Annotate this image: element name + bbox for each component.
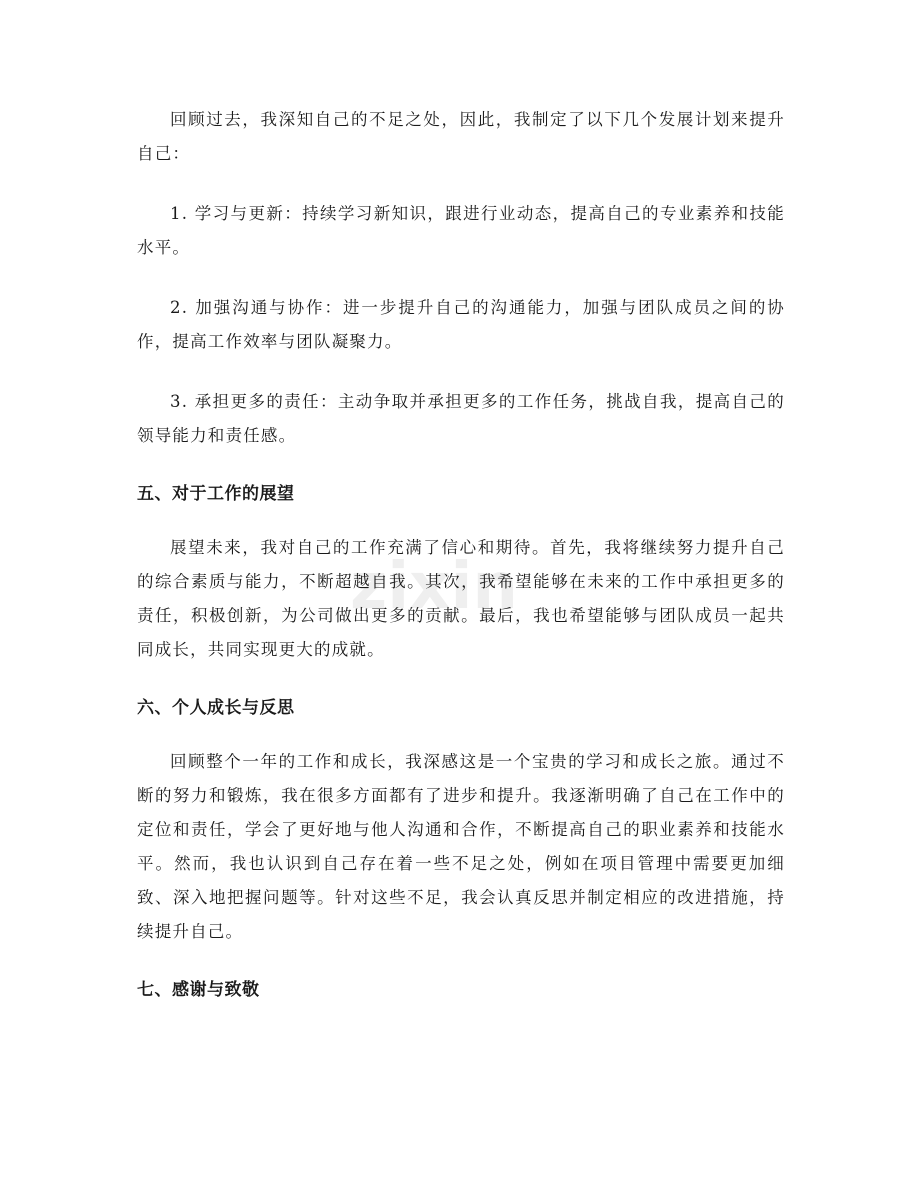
section-6-heading: 六、个人成长与反思 xyxy=(137,698,295,718)
plan-item-2: 2. 加强沟通与协作：进一步提升自己的沟通能力，加强与团队成员之间的协作，提高工作效率与团队凝聚力。 xyxy=(137,298,785,351)
section-7-heading: 七、感谢与致敬 xyxy=(137,980,260,1000)
section-5-heading: 五、对于工作的展望 xyxy=(137,484,295,504)
section-5-paragraph: 展望未来，我对自己的工作充满了信心和期待。首先，我将继续努力提升自己的综合素质与能力，不断超越自我。其次，我希望能够在未来的工作中承担更多的责任，积极创新，为公司做出更多的贡献。最后，我也希望能够与团队成员一起共同成长，共同实现更大的成就。 xyxy=(137,538,785,659)
plan-item-1: 1. 学习与更新：持续学习新知识，跟进行业动态，提高自己的专业素养和技能水平。 xyxy=(137,204,785,257)
intro-paragraph: 回顾过去，我深知自己的不足之处，因此，我制定了以下几个发展计划来提升自己： xyxy=(137,110,785,163)
section-6-paragraph: 回顾整个一年的工作和成长，我深感这是一个宝贵的学习和成长之旅。通过不断的努力和锻炼，我在很多方面都有了进步和提升。我逐渐明确了自己在工作中的定位和责任，学会了更好地与他人沟通和合作，不断提高自己的职业素养和技能水平。然而，我也认识到自己存在着一些不足之处，例如在项目管理中需要更加细致、深入地把握问题等。针对这些不足，我会认真反思并制定相应的改进措施，持续提升自己。 xyxy=(137,752,785,941)
svg-text:zixin: zixin xyxy=(350,550,518,624)
document-body xyxy=(137,103,785,1027)
plan-item-3: 3. 承担更多的责任：主动争取并承担更多的工作任务，挑战自我，提高自己的领导能力和责任感。 xyxy=(137,392,785,445)
